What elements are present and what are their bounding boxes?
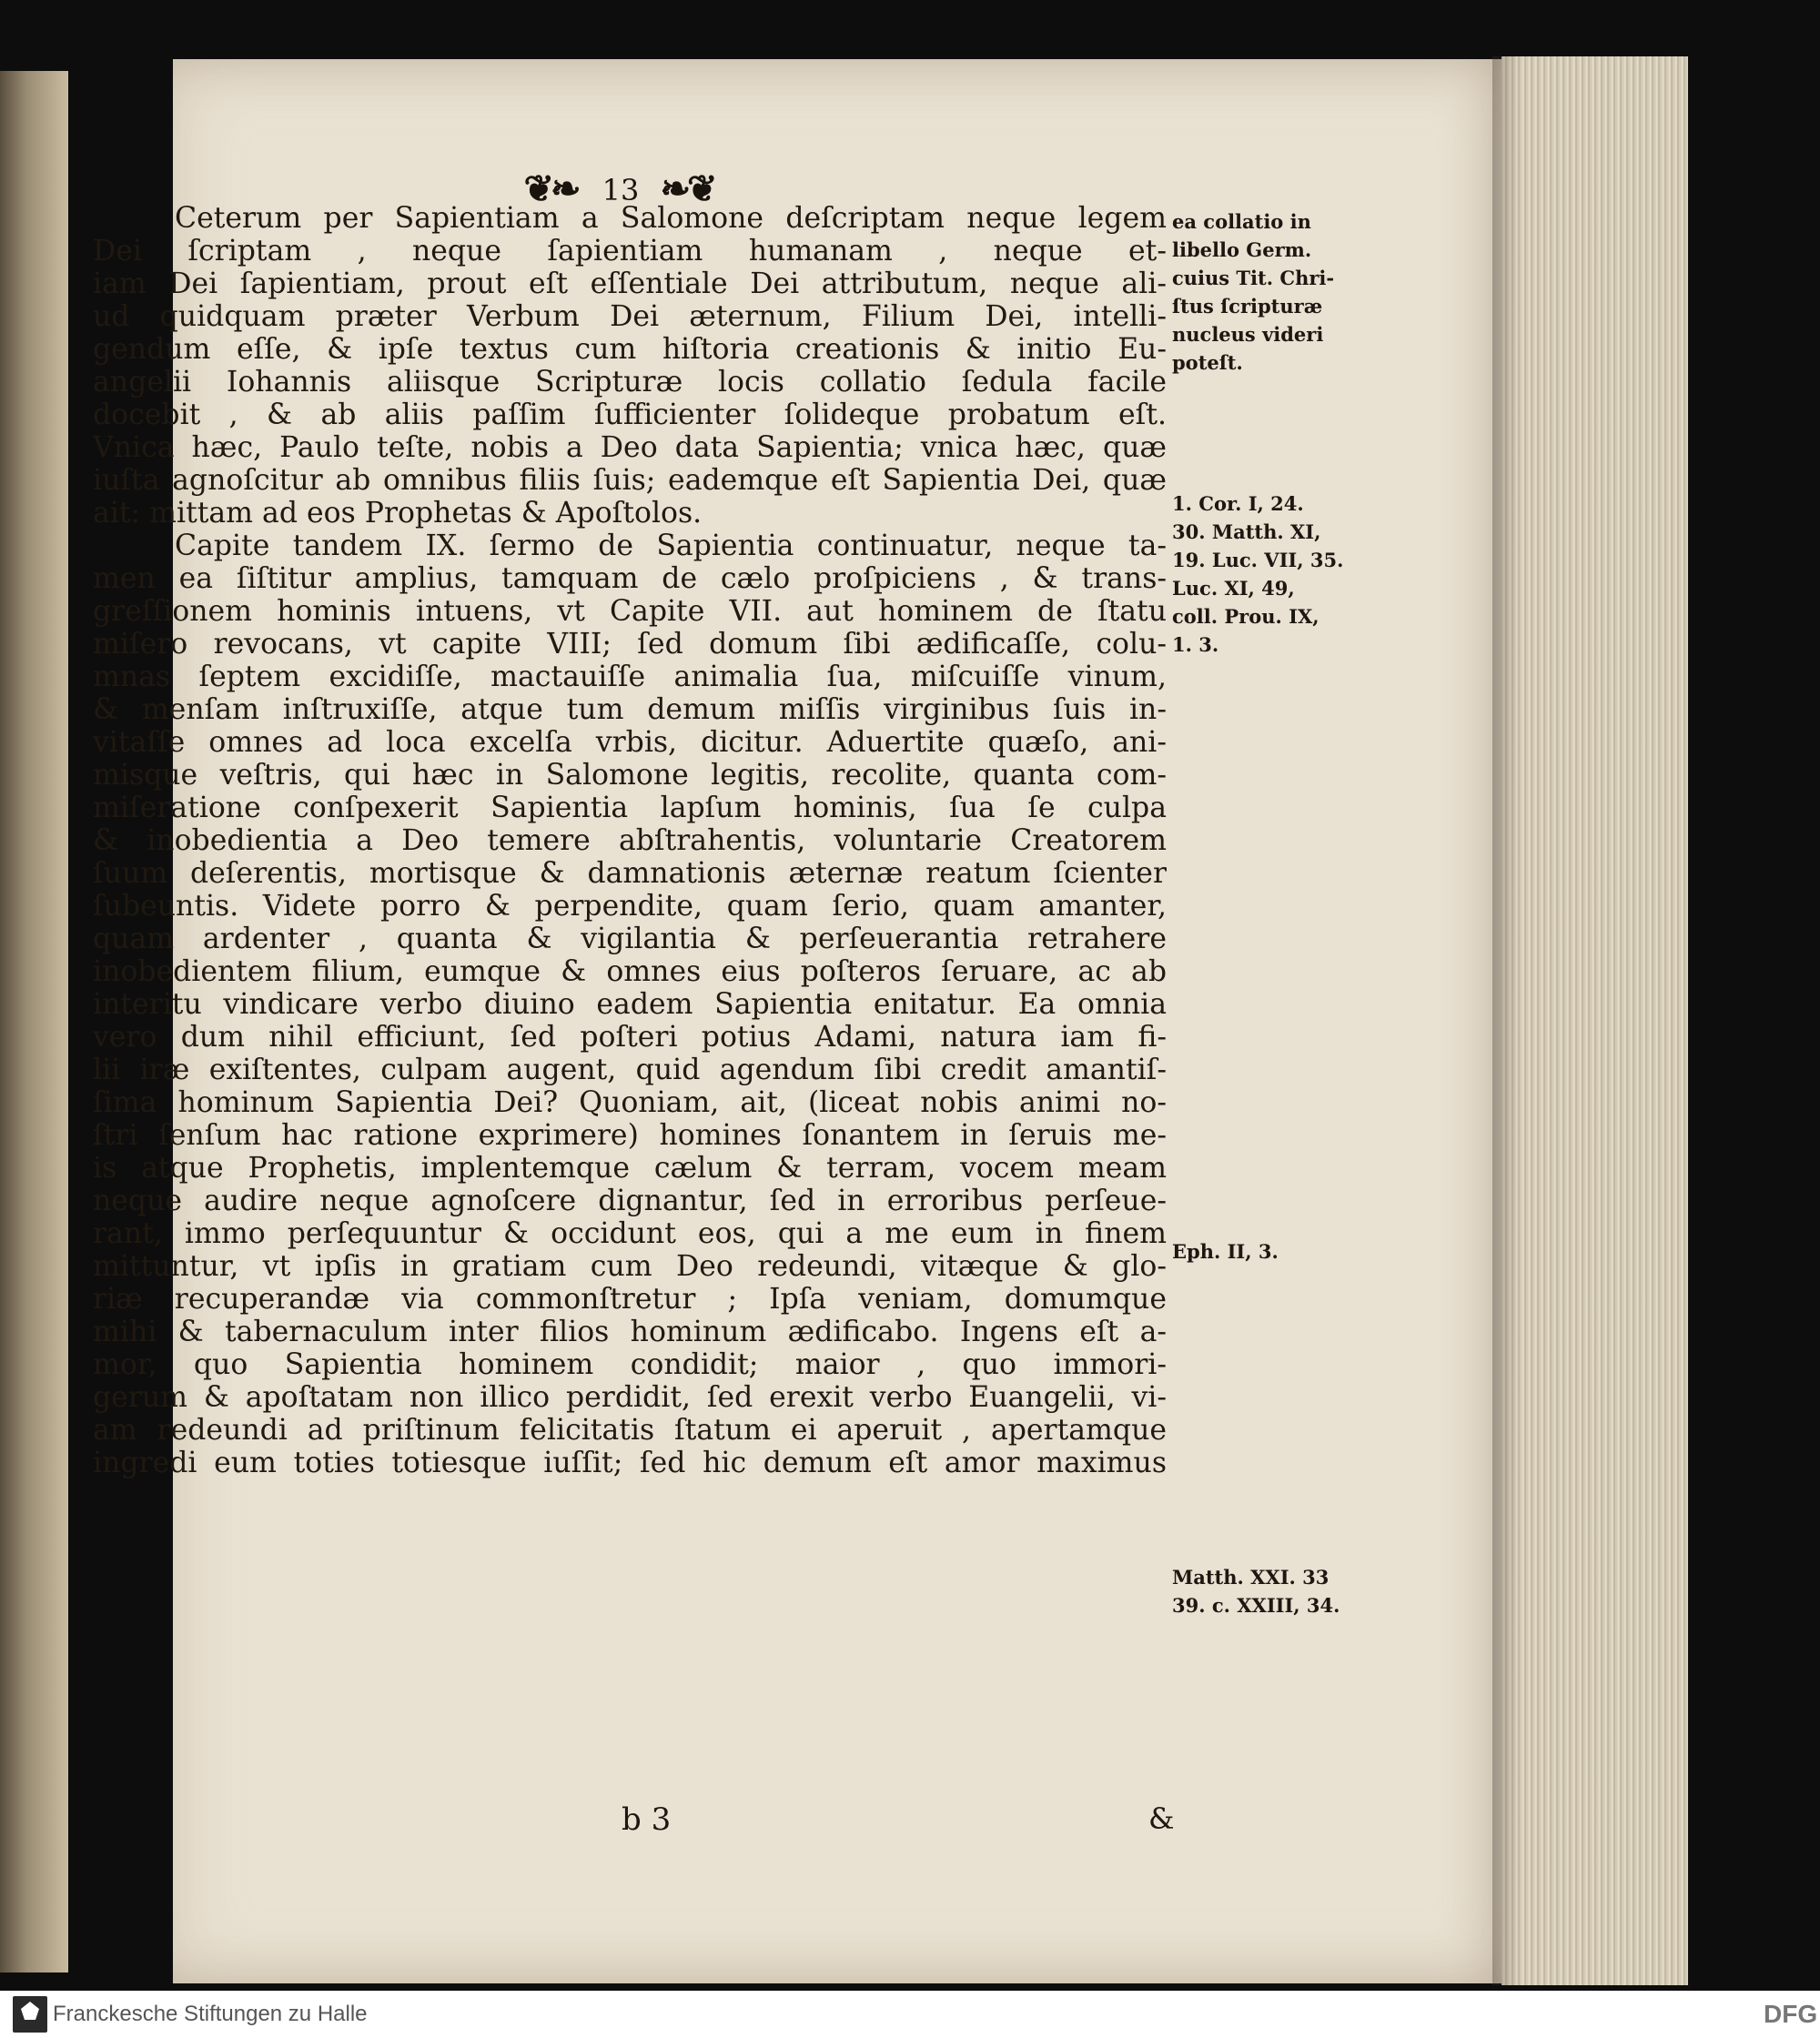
margin-note-line: Matth. XXI. 33 [1172, 1566, 1330, 1589]
viewer-footer [0, 1991, 1820, 2038]
institution-name: Franckesche Stiftungen zu Halle [53, 2002, 368, 2026]
text-line: rant, immo perſequuntur & occidunt eos, qui a me eum in finem [93, 1217, 1167, 1250]
text-line: mittuntur, vt ipſis in gratiam cum Deo redeundi, vitæque & glo- [93, 1250, 1167, 1283]
margin-note-line: nucleus videri [1172, 323, 1324, 346]
text-line: gerum & apoſtatam non illico perdidit, ſed erexit verbo Euangelii, vi- [93, 1381, 1167, 1414]
margin-note-line: cuius Tit. Chri- [1172, 267, 1335, 289]
margin-note [1172, 489, 1363, 659]
margin-note [1172, 1563, 1363, 1619]
margin-note-line: libello Germ. [1172, 238, 1312, 261]
text-line: ait: mittam ad eos Prophetas & Apoſtolos. [93, 497, 703, 530]
page-number: 13 [602, 173, 640, 207]
text-line: & inobedientia a Deo temere abſtrahentis, voluntarie Creatorem [93, 824, 1167, 857]
signature-mark: b 3 [622, 1801, 672, 1838]
text-line: miſero revocans, vt capite VIII; ſed domum ſibi ædificaſſe, colu- [93, 628, 1167, 661]
text-line: & menſam inſtruxiſſe, atque tum demum miſſis virginibus ſuis in- [93, 693, 1167, 726]
text-line: ud quidquam præter Verbum Dei æternum, Filium Dei, intelli- [93, 300, 1167, 333]
text-line: ingredi eum toties totiesque iuſſit; ſed hic demum eſt amor maximus [93, 1447, 1167, 1479]
text-line: ſima hominum Sapientia Dei? Quoniam, ait, (liceat nobis animi no- [93, 1086, 1167, 1119]
text-line: Capite tandem IX. ſermo de Sapientia continuatur, neque ta- [175, 530, 1167, 562]
text-line: greſſionem hominis intuens, vt Capite VII. aut hominem de ſtatu [93, 595, 1167, 628]
text-line: Vnica hæc, Paulo teſte, nobis a Deo data Sapientia; vnica hæc, quæ [93, 431, 1167, 464]
text-line: is atque Prophetis, implentemque cælum & terram, vocem meam [93, 1152, 1167, 1185]
ornament-right-icon: ❧❦ [660, 167, 714, 210]
dfg-logo: DFG [1764, 2000, 1818, 2028]
margin-note-line: Eph. II, 3. [1172, 1240, 1279, 1263]
text-line: miſeratione conſpexerit Sapientia lapſum hominis, ſua ſe culpa [93, 792, 1167, 824]
margin-note-line: ſtus ſcripturæ [1172, 295, 1323, 318]
text-line: angelii Iohannis aliisque Scripturæ locis collatio ſedula facile [93, 366, 1167, 399]
ornament-left-icon: ❦❧ [523, 167, 578, 210]
text-line: vero dum nihil efficiunt, ſed poſteri potius Adami, natura iam fi- [93, 1021, 1167, 1054]
margin-note-line: ea collatio in [1172, 210, 1311, 233]
margin-note-line: 30. Matth. XI, [1172, 520, 1321, 543]
body-text [93, 202, 1167, 1479]
margin-note-line: coll. Prou. IX, [1172, 605, 1320, 628]
margin-note [1172, 1237, 1363, 1266]
margin-note-line: poteſt. [1172, 351, 1243, 374]
institution-logo-icon [13, 1996, 47, 2033]
text-line: vitaſſe omnes ad loca excelſa vrbis, dicitur. Aduertite quæſo, ani- [93, 726, 1167, 759]
margin-note-line: 1. Cor. I, 24. [1172, 492, 1304, 515]
text-line: neque audire neque agnoſcere dignantur, ſed in erroribus perſeue- [93, 1185, 1167, 1217]
text-line: docebit , & ab aliis paſſim ſufficienter ſolideque probatum eſt. [93, 399, 1167, 431]
text-line: Dei ſcriptam , neque ſapientiam humanam , neque et- [93, 235, 1167, 267]
text-line: inobedientem filium, eumque & omnes eius poſteros ſeruare, ac ab [93, 955, 1167, 988]
left-page-edge [0, 71, 68, 1972]
margin-note [1172, 207, 1363, 377]
margin-note-line: 1. 3. [1172, 633, 1219, 656]
text-line: iam Dei ſapientiam, prout eſt eſſentiale Dei attributum, neque ali- [93, 267, 1167, 300]
text-line: misque veſtris, qui hæc in Salomone legitis, recolite, quanta com- [93, 759, 1167, 792]
catchword: & [1148, 1801, 1175, 1836]
text-line: ſuum deſerentis, mortisque & damnationis æternæ reatum ſcienter [93, 857, 1167, 890]
margin-note-line: 39. c. XXIII, 34. [1172, 1594, 1340, 1617]
margin-note-line: Luc. XI, 49, [1172, 577, 1295, 600]
text-line: ſubeuntis. Videte porro & perpendite, quam ſerio, quam amanter, [93, 890, 1167, 923]
margin-note-line: 19. Luc. VII, 35. [1172, 549, 1344, 571]
text-line: mor, quo Sapientia hominem condidit; maior , quo immori- [93, 1348, 1167, 1381]
text-line: am redeundi ad priſtinum felicitatis ſtatum ei aperuit , apertamque [93, 1414, 1167, 1447]
text-line: riæ recuperandæ via commonſtretur ; Ipſa veniam, domumque [93, 1283, 1167, 1316]
page-edges [1502, 56, 1688, 1985]
text-line: Ceterum per Sapientiam a Salomone deſcriptam neque legem [175, 202, 1167, 235]
text-line: interitu vindicare verbo diuino eadem Sapientia enitatur. Ea omnia [93, 988, 1167, 1021]
text-line: mnas ſeptem excidiſſe, mactauiſſe animalia ſua, miſcuiſſe vinum, [93, 661, 1167, 693]
text-line: quam ardenter , quanta & vigilantia & perſeuerantia retrahere [93, 923, 1167, 955]
text-line: mihi & tabernaculum inter filios hominum ædificabo. Ingens eſt a- [93, 1316, 1167, 1348]
text-line: gendum eſſe, & ipſe textus cum hiſtoria creationis & initio Eu- [93, 333, 1167, 366]
text-line: lii iræ exiſtentes, culpam augent, quid agendum ſibi credit amantiſ- [93, 1054, 1167, 1086]
text-line: men ea ſiſtitur amplius, tamquam de cælo proſpiciens , & trans- [93, 562, 1167, 595]
gutter-shadow [1492, 56, 1520, 1985]
text-line: iuſta agnoſcitur ab omnibus filiis ſuis; eademque eſt Sapientia Dei, quæ [93, 464, 1167, 497]
text-line: ſtri ſenſum hac ratione exprimere) homines ſonantem in ſeruis me- [93, 1119, 1167, 1152]
